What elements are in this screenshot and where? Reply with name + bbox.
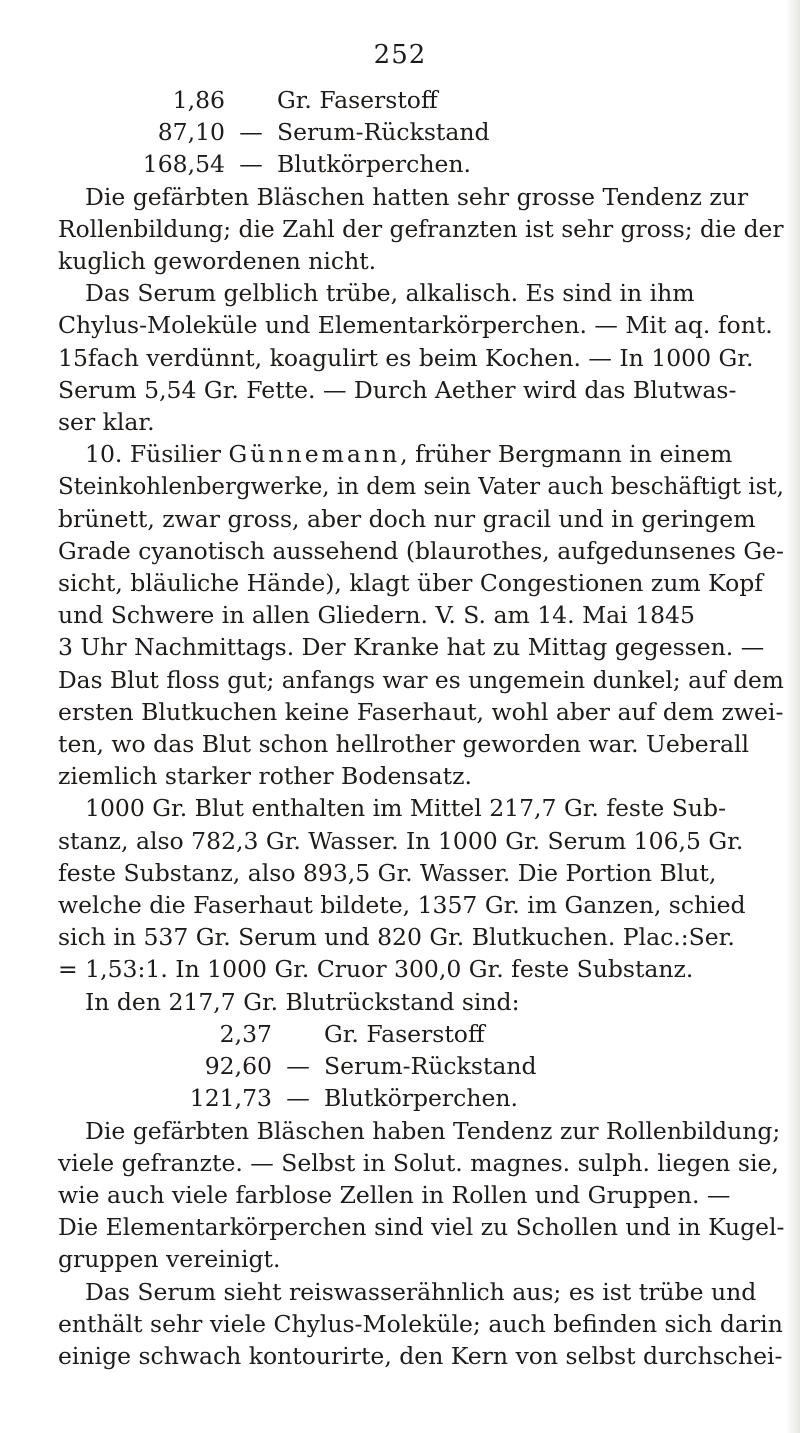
text-line: = 1,53:1. In 1000 Gr. Cruor 300,0 Gr. feste Substanz. bbox=[58, 955, 694, 984]
text-line: sicht, bläuliche Hände), klagt über Congestionen zum Kopf bbox=[58, 569, 763, 598]
table-dash: — bbox=[286, 1052, 310, 1081]
text-line: Steinkohlenbergwerke, in dem sein Vater auch beschäftigt ist, bbox=[58, 472, 784, 501]
text-line: Serum 5,54 Gr. Fette. — Durch Aether wird das Blutwas- bbox=[58, 375, 737, 404]
text-line: Rollenbildung; die Zahl der gefranzten ist sehr gross; die der bbox=[58, 214, 784, 243]
table-label: Gr. Faserstoff bbox=[324, 1019, 485, 1048]
text-line: 3 Uhr Nachmittags. Der Kranke hat zu Mittag gegessen. — bbox=[58, 633, 765, 662]
text-line: ten, wo das Blut schon hellrother geworden war. Ueberall bbox=[58, 730, 749, 759]
table-row bbox=[58, 84, 784, 116]
text-line: wie auch viele farblose Zellen in Rollen und Gruppen. — bbox=[58, 1180, 731, 1209]
text-line: ser klar. bbox=[58, 408, 155, 437]
table-value: 121,73 bbox=[189, 1084, 272, 1113]
paragraph-first-line: Die gefärbten Bläschen haben Tendenz zur Rollenbildung; bbox=[85, 1116, 781, 1145]
text-line: gruppen vereinigt. bbox=[58, 1245, 281, 1274]
table-row bbox=[58, 1018, 784, 1050]
table-row bbox=[58, 148, 784, 180]
text-line: welche die Faserhaut bildete, 1357 Gr. im Ganzen, schied bbox=[58, 891, 746, 920]
text-line: Die Elementarkörperchen sind viel zu Schollen und in Kugel- bbox=[58, 1213, 785, 1242]
text-line: viele gefranzte. — Selbst in Solut. magnes. sulph. liegen sie, bbox=[58, 1148, 779, 1177]
table-label: Gr. Faserstoff bbox=[277, 86, 438, 114]
text-line: sich in 537 Gr. Serum und 820 Gr. Blutkuchen. Plac.:Ser. bbox=[58, 923, 735, 952]
text-line: enthält sehr viele Chylus-Moleküle; auch befinden sich darin bbox=[58, 1309, 783, 1338]
text-line: und Schwere in allen Gliedern. V. S. am 14. Mai 1845 bbox=[58, 601, 695, 630]
text-line: kuglich gewordenen nicht. bbox=[58, 247, 377, 276]
text-line: Chylus-Moleküle und Elementarkörperchen. — Mit aq. font. bbox=[58, 311, 773, 340]
text-line: stanz, also 782,3 Gr. Wasser. In 1000 Gr. Serum 106,5 Gr. bbox=[58, 826, 744, 855]
paragraph-first-line: Das Serum sieht reiswasserähnlich aus; es ist trübe und bbox=[85, 1277, 757, 1306]
paragraph-first-line bbox=[58, 438, 784, 470]
table-dash: — bbox=[286, 1084, 310, 1113]
table-dash bbox=[272, 1018, 324, 1050]
table-value: 168,54 bbox=[142, 150, 225, 179]
table-row bbox=[58, 116, 784, 148]
table-row bbox=[58, 1082, 784, 1114]
text-line: 15fach verdünnt, koagulirt es beim Kochen. — In 1000 Gr. bbox=[58, 343, 754, 372]
paragraph-first-line: 1000 Gr. Blut enthalten im Mittel 217,7 Gr. feste Sub- bbox=[85, 794, 727, 823]
page-number: 252 bbox=[373, 40, 427, 70]
table-label: Serum-Rückstand bbox=[324, 1052, 537, 1081]
table-value: 87,10 bbox=[157, 118, 225, 147]
table-value: 2,37 bbox=[219, 1019, 272, 1048]
text-line: feste Substanz, also 893,5 Gr. Wasser. Die Portion Blut, bbox=[58, 858, 717, 887]
paragraph-first-line: In den 217,7 Gr. Blutrückstand sind: bbox=[85, 987, 520, 1016]
paragraph-first-line: Die gefärbten Bläschen hatten sehr grosse Tendenz zur bbox=[85, 182, 749, 211]
text-line: einige schwach kontourirte, den Kern von selbst durchschei- bbox=[58, 1341, 783, 1370]
table-dash bbox=[225, 84, 277, 116]
table-value: 1,86 bbox=[172, 86, 225, 114]
text-line: brünett, zwar gross, aber doch nur gracil und in geringem bbox=[58, 504, 756, 533]
table-label: Serum-Rückstand bbox=[277, 118, 490, 147]
text-line: Das Blut floss gut; anfangs war es ungemein dunkel; auf dem bbox=[58, 665, 784, 694]
text-line: Grade cyanotisch aussehend (blaurothes, aufgedunsenes Ge- bbox=[58, 536, 784, 565]
text-line: ersten Blutkuchen keine Faserhaut, wohl aber auf dem zwei- bbox=[58, 697, 784, 726]
paragraph-first-line: Das Serum gelblich trübe, alkalisch. Es sind in ihm bbox=[85, 279, 695, 308]
body-text bbox=[58, 84, 784, 1372]
table-row bbox=[58, 1050, 784, 1082]
table-dash: — bbox=[239, 118, 263, 147]
table-label: Blutkörperchen. bbox=[277, 150, 471, 179]
text-line: ziemlich starker rother Bodensatz. bbox=[58, 762, 472, 791]
table-dash: — bbox=[239, 150, 263, 179]
text-segment: 10. Füsilier bbox=[85, 440, 229, 469]
table-value: 92,60 bbox=[204, 1052, 272, 1081]
text-segment: , früher Bergmann in einem bbox=[400, 440, 733, 469]
patient-name: Günnemann bbox=[228, 440, 401, 469]
table-label: Blutkörperchen. bbox=[324, 1084, 518, 1113]
page-edge-shadow bbox=[786, 0, 800, 1433]
